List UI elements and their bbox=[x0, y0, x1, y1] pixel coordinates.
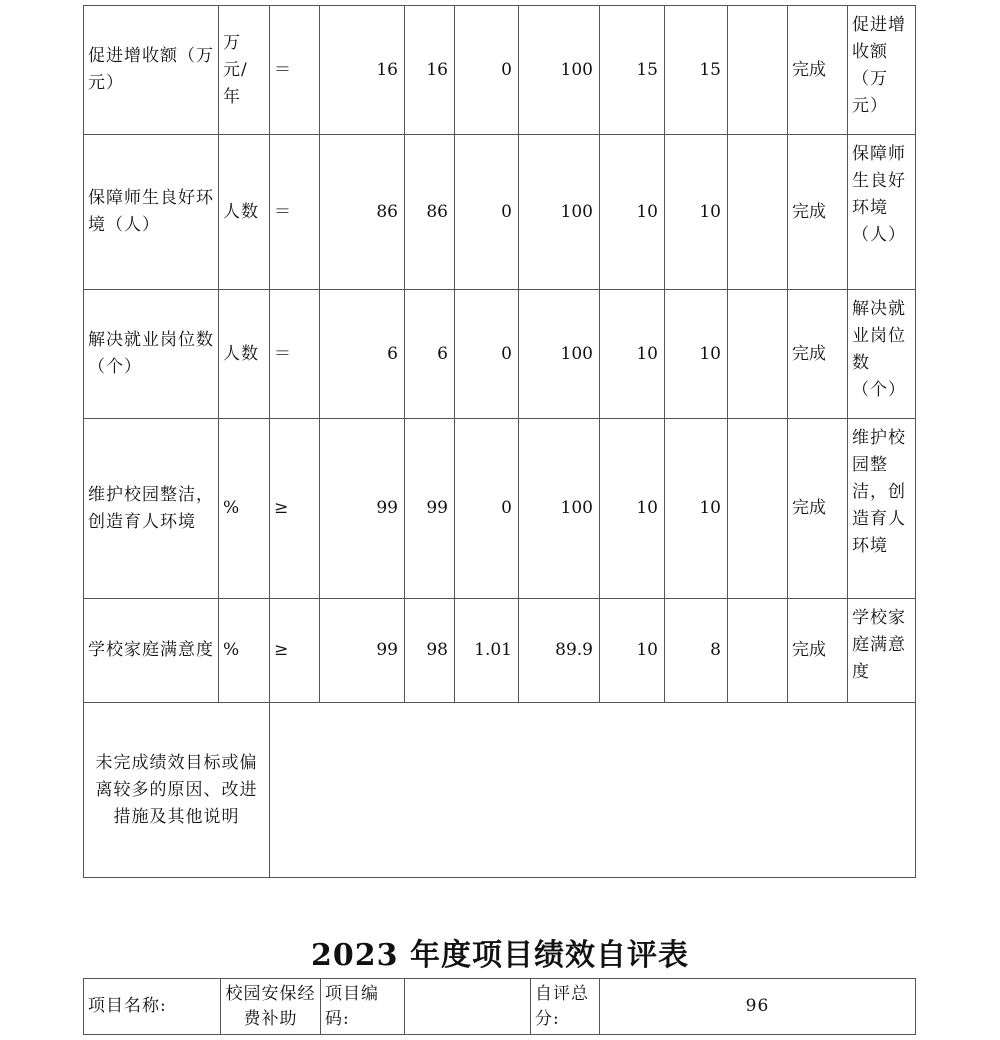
score-cell: 10 bbox=[665, 419, 728, 599]
blank-cell bbox=[728, 135, 788, 290]
indicator-cell: 保障师生良好环境（人） bbox=[84, 135, 219, 290]
weight-cell: 10 bbox=[600, 290, 665, 419]
weight-cell: 10 bbox=[600, 419, 665, 599]
unit-cell: 人数 bbox=[219, 135, 270, 290]
remark-cell: 保障师生良好环境（人） bbox=[848, 135, 916, 290]
indicator-cell: 维护校园整洁，创造育人环境 bbox=[84, 419, 219, 599]
status-cell: 完成 bbox=[788, 135, 848, 290]
target-value-cell: 99 bbox=[320, 419, 405, 599]
table-row bbox=[84, 599, 916, 703]
explanation-value bbox=[270, 703, 916, 878]
target-value-cell: 99 bbox=[320, 599, 405, 703]
blank-cell bbox=[728, 6, 788, 135]
deviation-cell: 0 bbox=[455, 290, 519, 419]
remark-cell: 解决就业岗位数（个） bbox=[848, 290, 916, 419]
table-row bbox=[84, 6, 916, 135]
operator-cell: ≥ bbox=[270, 599, 320, 703]
remark-cell: 维护校园整洁，创造育人环境 bbox=[848, 419, 916, 599]
deviation-cell: 0 bbox=[455, 6, 519, 135]
actual-value-cell: 98 bbox=[405, 599, 455, 703]
operator-cell: ＝ bbox=[270, 6, 320, 135]
project-code-value bbox=[405, 979, 531, 1035]
score-cell: 8 bbox=[665, 599, 728, 703]
operator-cell: ＝ bbox=[270, 290, 320, 419]
status-cell: 完成 bbox=[788, 419, 848, 599]
completion-rate-cell: 100 bbox=[519, 419, 600, 599]
table-row bbox=[84, 290, 916, 419]
actual-value-cell: 86 bbox=[405, 135, 455, 290]
actual-value-cell: 16 bbox=[405, 6, 455, 135]
operator-cell: ＝ bbox=[270, 135, 320, 290]
indicator-cell: 解决就业岗位数（个） bbox=[84, 290, 219, 419]
completion-rate-cell: 100 bbox=[519, 135, 600, 290]
target-value-cell: 6 bbox=[320, 290, 405, 419]
explanation-label: 未完成绩效目标或偏离较多的原因、改进措施及其他说明 bbox=[84, 703, 270, 878]
remark-cell: 促进增收额（万元） bbox=[848, 6, 916, 135]
deviation-cell: 1.01 bbox=[455, 599, 519, 703]
project-name-label: 项目名称: bbox=[84, 979, 221, 1035]
project-info-row bbox=[84, 979, 916, 1035]
unit-cell: % bbox=[219, 419, 270, 599]
actual-value-cell: 6 bbox=[405, 290, 455, 419]
indicator-cell: 学校家庭满意度 bbox=[84, 599, 219, 703]
status-cell: 完成 bbox=[788, 6, 848, 135]
project-name-value: 校园安保经费补助 bbox=[221, 979, 321, 1035]
project-info-table bbox=[83, 978, 916, 1035]
total-score-value: 96 bbox=[600, 979, 916, 1035]
blank-cell bbox=[728, 599, 788, 703]
explanation-row bbox=[84, 703, 916, 878]
weight-cell: 10 bbox=[600, 135, 665, 290]
weight-cell: 10 bbox=[600, 599, 665, 703]
remark-cell: 学校家庭满意度 bbox=[848, 599, 916, 703]
completion-rate-cell: 100 bbox=[519, 290, 600, 419]
total-score-label: 自评总分: bbox=[531, 979, 600, 1035]
indicator-cell: 促进增收额（万元） bbox=[84, 6, 219, 135]
target-value-cell: 86 bbox=[320, 135, 405, 290]
target-value-cell: 16 bbox=[320, 6, 405, 135]
blank-cell bbox=[728, 419, 788, 599]
indicator-table bbox=[83, 5, 916, 878]
project-code-label: 项目编码: bbox=[321, 979, 405, 1035]
score-cell: 10 bbox=[665, 290, 728, 419]
completion-rate-cell: 89.9 bbox=[519, 599, 600, 703]
table-row bbox=[84, 135, 916, 290]
operator-cell: ≥ bbox=[270, 419, 320, 599]
blank-cell bbox=[728, 290, 788, 419]
score-cell: 10 bbox=[665, 135, 728, 290]
unit-cell: % bbox=[219, 599, 270, 703]
form-title: 2023 年度项目绩效自评表 bbox=[311, 938, 689, 973]
status-cell: 完成 bbox=[788, 290, 848, 419]
unit-cell: 万元/年 bbox=[219, 6, 270, 135]
table-row bbox=[84, 419, 916, 599]
score-cell: 15 bbox=[665, 6, 728, 135]
deviation-cell: 0 bbox=[455, 135, 519, 290]
status-cell: 完成 bbox=[788, 599, 848, 703]
unit-cell: 人数 bbox=[219, 290, 270, 419]
weight-cell: 15 bbox=[600, 6, 665, 135]
actual-value-cell: 99 bbox=[405, 419, 455, 599]
deviation-cell: 0 bbox=[455, 419, 519, 599]
completion-rate-cell: 100 bbox=[519, 6, 600, 135]
